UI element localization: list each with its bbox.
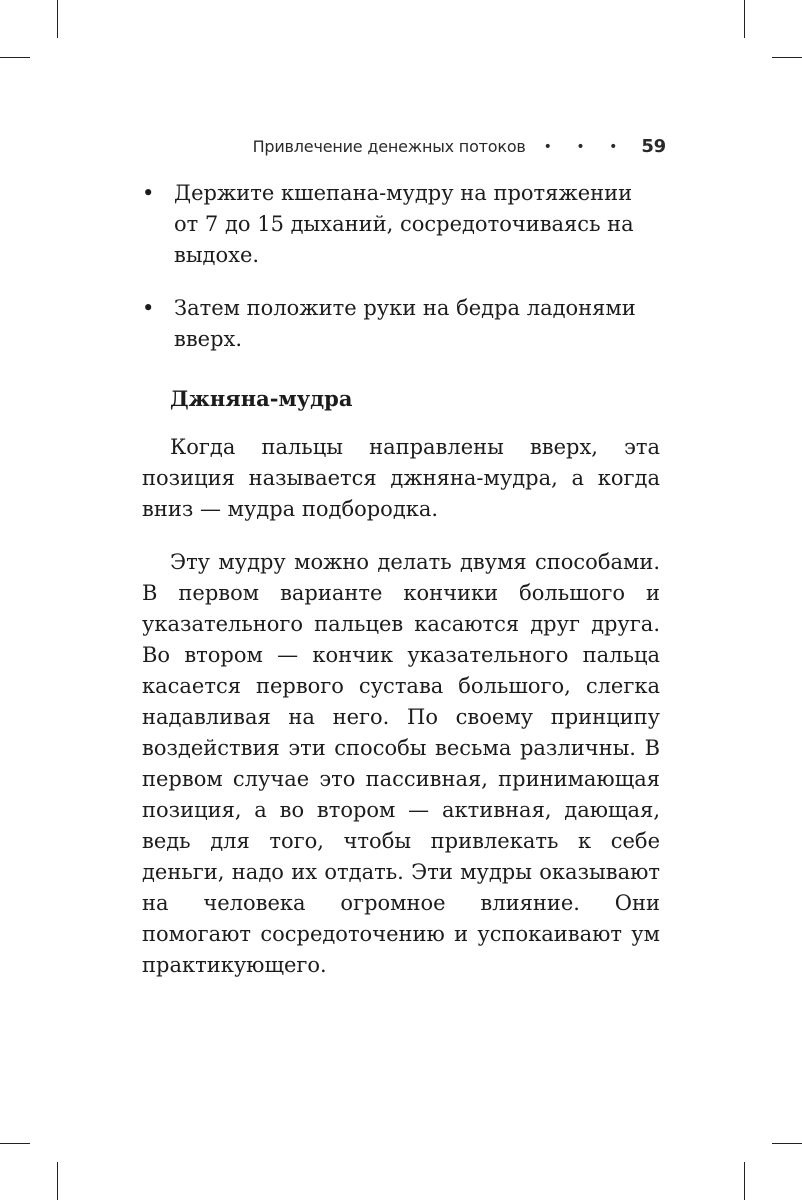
bullet-item [142,178,660,271]
crop-mark-top-left [57,0,58,38]
crop-mark-top-right-h [772,57,802,58]
crop-mark-bottom-left-h [0,1143,30,1144]
bullet-mark: • [142,181,155,205]
page-number: 59 [641,136,666,157]
header-dots: • • • [543,138,628,155]
running-header [253,136,666,157]
paragraph: Когда пальцы направлены вверх, эта позиция называется джняна-мудра, а когда вниз — мудра подбородка. [142,435,660,521]
page-body [142,178,660,1003]
crop-mark-top-right [744,0,745,38]
running-title: Привлечение денежных потоков [252,137,526,156]
bullet-mark: • [142,296,155,320]
paragraph: Эту мудру можно делать двумя способами. В первом варианте кончики большого и указательного пальцев касаются друг друга. Во втором — кончик указательного пальца касается первого сустава большого, слегка надавливая на него. По своему принципу воздействия эти способы весьма различны. В первом случае это пассивная, принимающая позиция, а во втором — активная, дающая, ведь для того, чтобы привлекать к себе деньги, надо их отдать. Эти мудры оказывают на человека огромное влияние. Они помогают сосредоточению и успокаивают ум практикующего. [142,550,660,977]
bullet-text: Держите кшепана-мудру на протяжении от 7 до 15 дыханий, сосредоточиваясь на выдохе. [174,181,634,267]
section-heading: Джняна-мудра [170,386,353,411]
crop-mark-bottom-right [744,1162,745,1200]
crop-mark-bottom-left [57,1162,58,1200]
bullet-item [142,293,660,355]
crop-mark-bottom-right-h [772,1143,802,1144]
crop-mark-top-left-h [0,57,30,58]
bullet-text: Затем положите руки на бедра ладонями вверх. [174,296,636,351]
